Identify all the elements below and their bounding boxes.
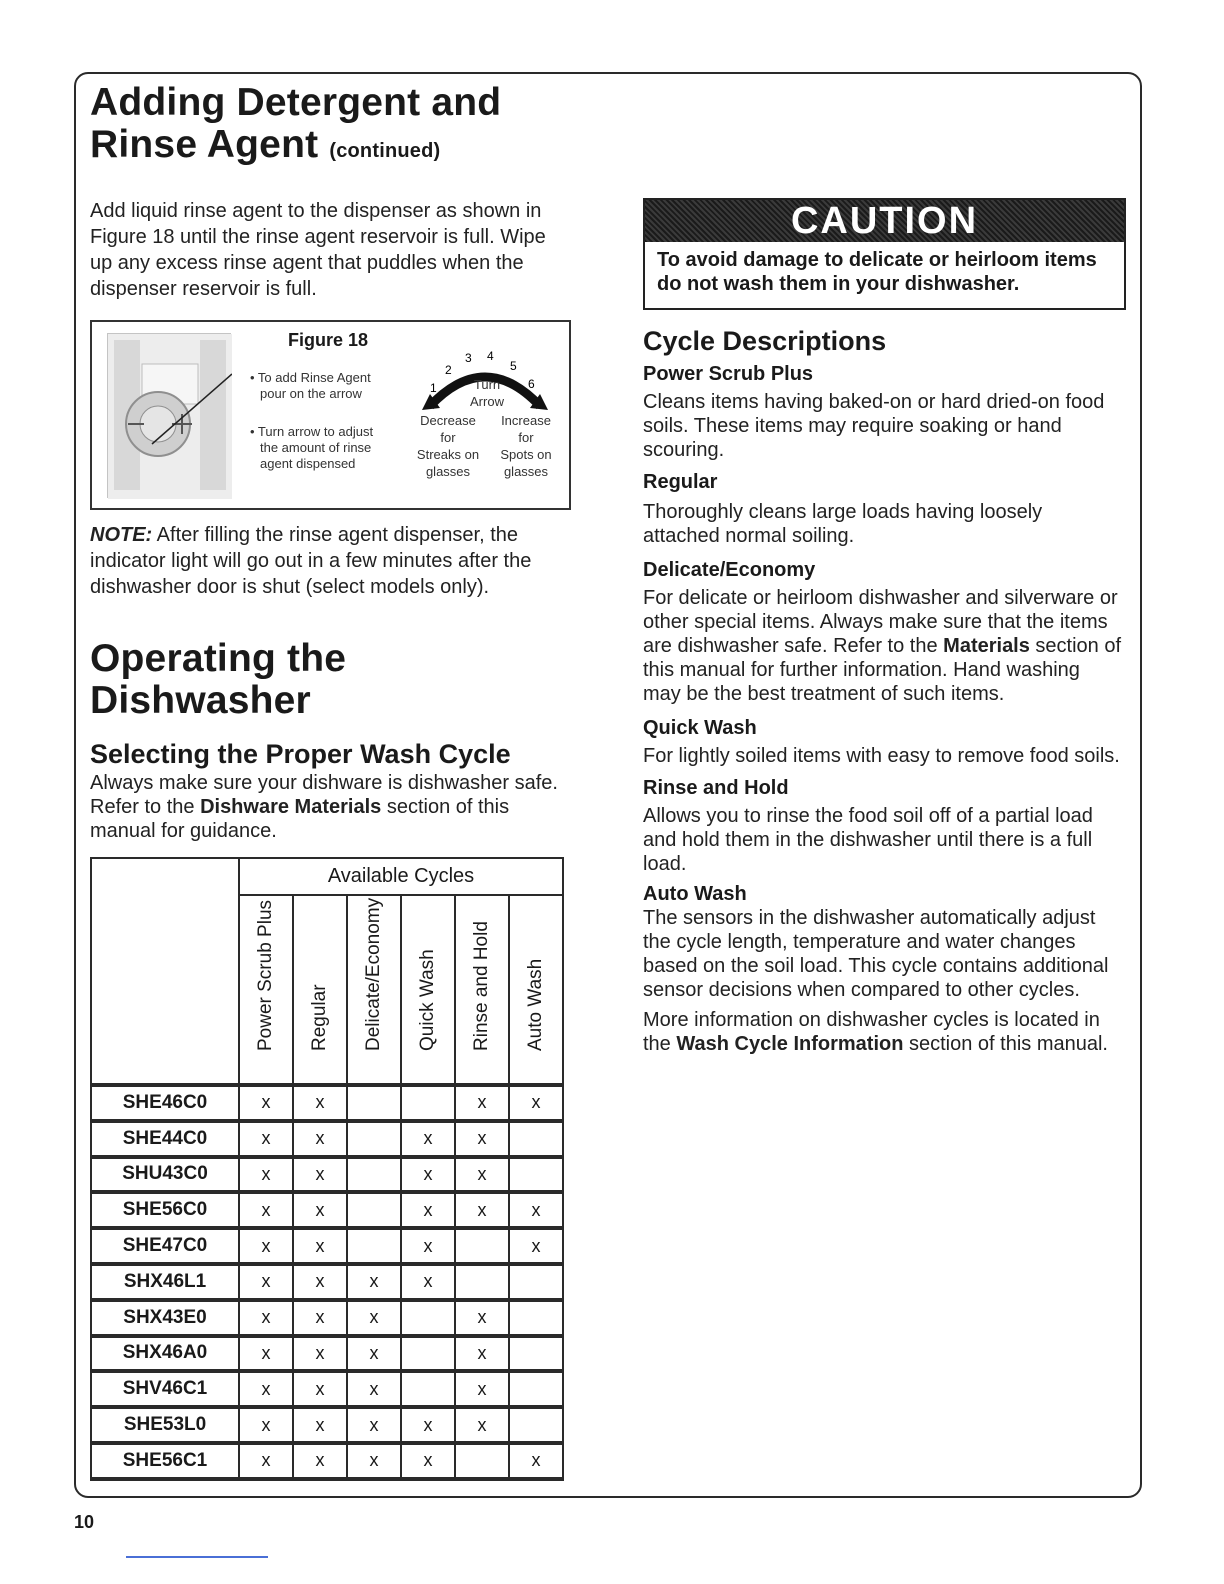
cycle-mark-cell	[455, 1228, 509, 1264]
cycle-mark-cell: x	[347, 1371, 401, 1407]
table-row	[91, 1371, 563, 1407]
dial-number-5: 5	[510, 359, 517, 373]
model-cell: SHX46L1	[91, 1264, 239, 1300]
right-column	[643, 326, 1123, 1056]
decrease-label: Decrease for Streaks on glasses	[416, 413, 480, 479]
intro-paragraph: Add liquid rinse agent to the dispenser as shown in Figure 18 until the rinse agent reservoir is full. Wipe up any excess rinse agent that puddles when the dispenser reservoir is full.	[90, 200, 546, 300]
cycle-desc-regular: Thoroughly cleans large loads having loosely attached normal soiling.	[643, 501, 1043, 547]
table-row	[91, 1264, 563, 1300]
cycle-mark-cell: x	[347, 1264, 401, 1300]
cycle-mark-cell	[347, 1192, 401, 1228]
table-row	[91, 1157, 563, 1193]
cycle-mark-cell: x	[347, 1407, 401, 1443]
cycle-mark-cell	[509, 1264, 563, 1300]
cycle-mark-cell: x	[293, 1192, 347, 1228]
dial-number-4: 4	[487, 350, 494, 363]
turn-arrow-label: Turn Arrow	[470, 377, 504, 409]
model-cell: SHE44C0	[91, 1121, 239, 1157]
column-header: Quick Wash	[401, 895, 455, 1085]
cycle-mark-cell	[347, 1121, 401, 1157]
selecting-paragraph: Always make sure your dishware is dishwasher safe. Refer to the Dishware Materials section of this manual for guidance.	[90, 772, 558, 842]
caution-word: CAUTION	[790, 200, 979, 242]
cycle-mark-cell	[401, 1085, 455, 1121]
cycle-mark-cell: x	[455, 1192, 509, 1228]
section-title: Operating the Dishwasher	[90, 637, 347, 722]
figure-note-pour: • To add Rinse Agent pour on the arrow	[250, 370, 371, 401]
cycle-mark-cell	[509, 1407, 563, 1443]
dial-number-1: 1	[430, 381, 437, 395]
model-cell: SHX43E0	[91, 1300, 239, 1336]
model-cell: SHE56C0	[91, 1192, 239, 1228]
column-header: Rinse and Hold	[455, 895, 509, 1085]
column-header: Regular	[293, 895, 347, 1085]
cycle-mark-cell: x	[293, 1443, 347, 1479]
table-row	[91, 1407, 563, 1443]
cycle-mark-cell: x	[293, 1157, 347, 1193]
column-header: Delicate/Economy	[347, 895, 401, 1085]
table-title: Available Cycles	[239, 858, 563, 895]
cycle-mark-cell: x	[239, 1121, 293, 1157]
cycle-mark-cell: x	[293, 1085, 347, 1121]
cycle-mark-cell: x	[347, 1443, 401, 1479]
cycle-mark-cell: x	[401, 1443, 455, 1479]
cycle-mark-cell: x	[293, 1121, 347, 1157]
cycle-name-rinse-hold: Rinse and Hold	[643, 777, 789, 799]
cycle-mark-cell: x	[293, 1228, 347, 1264]
cycle-mark-cell: x	[293, 1336, 347, 1372]
page-number: 10	[74, 1512, 95, 1532]
cycle-mark-cell: x	[293, 1300, 347, 1336]
table-row	[91, 1085, 563, 1121]
cycle-mark-cell	[401, 1371, 455, 1407]
table-row	[91, 1121, 563, 1157]
cycle-mark-cell	[509, 1371, 563, 1407]
cycle-mark-cell: x	[509, 1443, 563, 1479]
cycle-mark-cell	[401, 1300, 455, 1336]
cycle-mark-cell: x	[239, 1336, 293, 1372]
increase-label: Increase for Spots on glasses	[500, 413, 552, 479]
more-info-paragraph: More information on dishwasher cycles is located in the Wash Cycle Information section of this manual.	[643, 1009, 1108, 1055]
table-row	[91, 1336, 563, 1372]
dial-number-6: 6	[528, 377, 535, 391]
model-cell: SHV46C1	[91, 1371, 239, 1407]
caution-banner	[645, 200, 1124, 242]
note-paragraph: NOTE: After filling the rinse agent dispenser, the indicator light will go out in a few minutes after the dishwasher door is shut (select models only).	[90, 524, 532, 598]
cycle-mark-cell: x	[455, 1085, 509, 1121]
cycle-mark-cell: x	[239, 1407, 293, 1443]
cycle-mark-cell: x	[239, 1085, 293, 1121]
figure-18	[90, 320, 571, 510]
figure-title: Figure 18	[288, 330, 369, 350]
model-cell: SHE53L0	[91, 1407, 239, 1443]
cycle-mark-cell: x	[509, 1192, 563, 1228]
cycle-mark-cell: x	[239, 1300, 293, 1336]
cycle-mark-cell: x	[401, 1264, 455, 1300]
cycle-mark-cell: x	[239, 1228, 293, 1264]
cycle-mark-cell: x	[401, 1157, 455, 1193]
cycle-mark-cell: x	[239, 1264, 293, 1300]
cycle-mark-cell	[509, 1157, 563, 1193]
model-cell: SHU43C0	[91, 1157, 239, 1193]
cycle-mark-cell: x	[239, 1371, 293, 1407]
selecting-heading: Selecting the Proper Wash Cycle	[90, 739, 511, 769]
cycle-mark-cell	[509, 1336, 563, 1372]
model-cell: SHE46C0	[91, 1085, 239, 1121]
cycle-mark-cell: x	[401, 1192, 455, 1228]
cycle-name-delicate: Delicate/Economy	[643, 559, 816, 581]
cycle-mark-cell	[347, 1228, 401, 1264]
cycle-mark-cell: x	[455, 1336, 509, 1372]
cycle-mark-cell	[455, 1264, 509, 1300]
available-cycles-table	[90, 857, 564, 1481]
column-header: Power Scrub Plus	[239, 895, 293, 1085]
table-row	[91, 1443, 563, 1479]
cycle-mark-cell	[347, 1157, 401, 1193]
cycle-mark-cell: x	[455, 1157, 509, 1193]
dial-number-2: 2	[445, 363, 452, 377]
cycle-mark-cell: x	[347, 1336, 401, 1372]
cycle-mark-cell: x	[239, 1443, 293, 1479]
cycle-desc-rinse-hold: Allows you to rinse the food soil off of a partial load and hold them in the dishwasher until there is a full load.	[643, 805, 1093, 875]
cycle-mark-cell	[509, 1121, 563, 1157]
column-header: Auto Wash	[509, 895, 563, 1085]
table-row	[91, 1228, 563, 1264]
table-row	[91, 1300, 563, 1336]
cycle-mark-cell: x	[401, 1121, 455, 1157]
cycle-name-auto-wash: Auto Wash	[643, 883, 747, 905]
cycle-name-regular: Regular	[643, 471, 718, 493]
cycle-mark-cell: x	[455, 1371, 509, 1407]
model-cell: SHX46A0	[91, 1336, 239, 1372]
model-cell: SHE56C1	[91, 1443, 239, 1479]
caution-text: To avoid damage to delicate or heirloom items do not wash them in your dishwasher.	[657, 249, 1097, 295]
cycle-desc-quick-wash: For lightly soiled items with easy to remove food soils.	[643, 745, 1120, 767]
cycle-name-quick-wash: Quick Wash	[643, 717, 757, 739]
cycle-desc-auto-wash: The sensors in the dishwasher automatically adjust the cycle length, temperature and water changes based on the soil load. This cycle contains additional sensor decisions when compared to other cycles.	[643, 907, 1109, 1001]
cycle-mark-cell: x	[509, 1228, 563, 1264]
footer-rule	[126, 1556, 268, 1558]
cycle-mark-cell: x	[455, 1121, 509, 1157]
cycle-mark-cell: x	[293, 1371, 347, 1407]
caution-box	[643, 198, 1126, 310]
cycle-mark-cell: x	[347, 1300, 401, 1336]
page-title: Adding Detergent and Rinse Agent (continued)	[90, 81, 502, 166]
cycle-mark-cell: x	[509, 1085, 563, 1121]
cycle-mark-cell: x	[401, 1407, 455, 1443]
cycle-desc-power-scrub: Cleans items having baked-on or hard dried-on food soils. These items may require soaking or hand scouring.	[643, 391, 1105, 461]
model-cell: SHE47C0	[91, 1228, 239, 1264]
dial-number-3: 3	[465, 351, 472, 365]
cycle-mark-cell: x	[455, 1300, 509, 1336]
cycle-mark-cell: x	[293, 1264, 347, 1300]
cycle-mark-cell: x	[455, 1407, 509, 1443]
cycle-desc-delicate: For delicate or heirloom dishwasher and silverware or other special items. Always make sure that the items are dishwasher safe. Refer to the Materials section of this manual for further information. Hand washing may be the best treatment of such items.	[643, 587, 1122, 705]
cycle-name-power-scrub: Power Scrub Plus	[643, 363, 814, 385]
cycle-mark-cell: x	[239, 1157, 293, 1193]
continued-label: (continued)	[329, 140, 441, 162]
table-corner	[91, 858, 239, 1085]
figure-note-adjust: • Turn arrow to adjust the amount of rinse agent dispensed	[250, 424, 374, 471]
cycle-mark-cell: x	[239, 1192, 293, 1228]
cycle-mark-cell: x	[401, 1228, 455, 1264]
cycle-mark-cell: x	[293, 1407, 347, 1443]
cycle-mark-cell	[509, 1300, 563, 1336]
cycle-mark-cell	[401, 1336, 455, 1372]
cycle-descriptions-heading: Cycle Descriptions	[643, 326, 887, 356]
left-column	[90, 82, 570, 843]
table-row	[91, 1192, 563, 1228]
cycle-mark-cell	[347, 1085, 401, 1121]
dispenser-photo	[107, 333, 231, 498]
cycle-mark-cell	[455, 1443, 509, 1479]
